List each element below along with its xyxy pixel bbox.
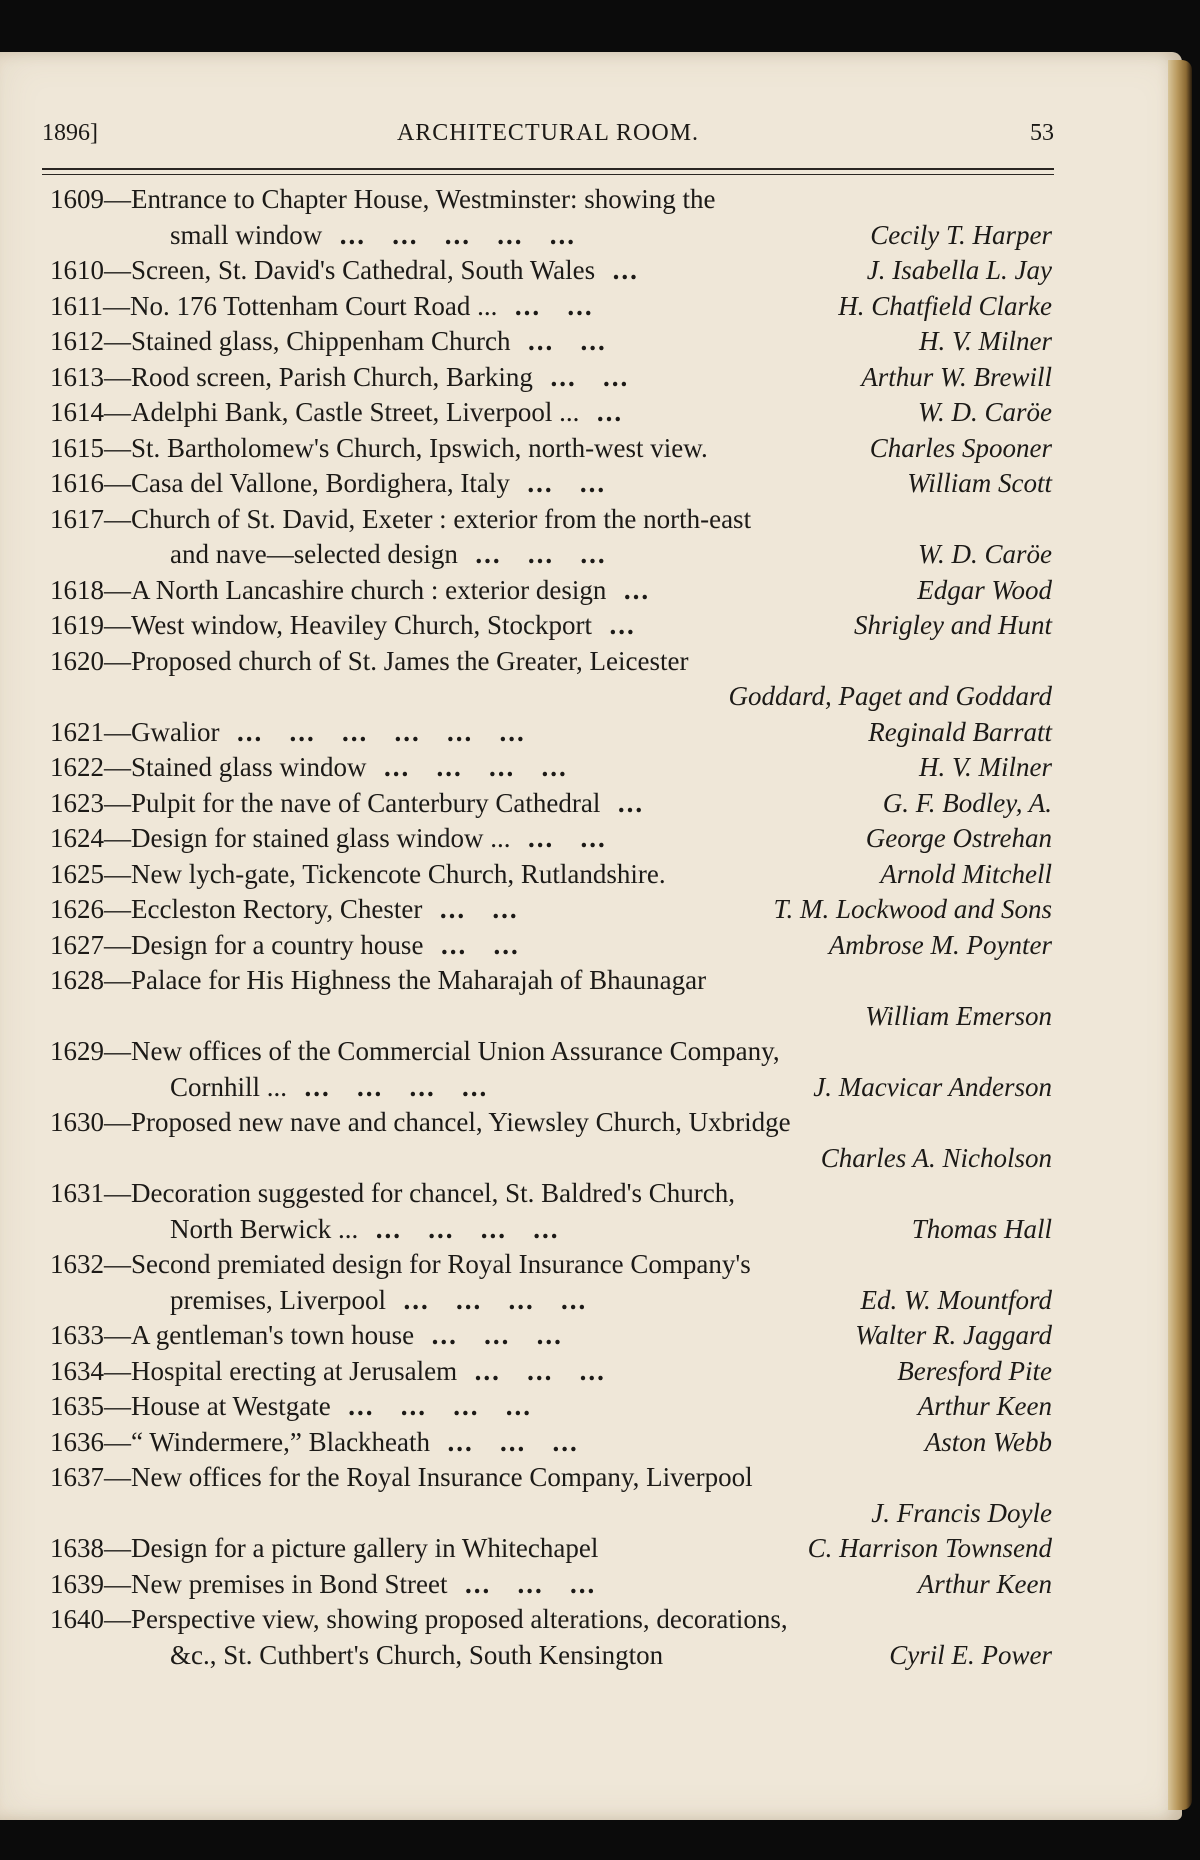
leader-dots: ... [592,610,636,640]
entry-artist: T. M. Lockwood and Sons [773,894,1052,924]
entry-number: 1627— [50,929,131,960]
catalogue-entry [50,502,1052,573]
entry-continuation-line [50,218,1052,254]
entry-line [50,466,1052,502]
entry-artist: W. D. Caröe [917,397,1052,427]
entry-number: 1624— [50,823,131,853]
entry-number: 1612— [50,326,131,356]
entry-number: 1629— [50,1036,131,1066]
entry-description: New premises in Bond Street [131,1568,448,1599]
entry-number: 1639— [50,1568,131,1599]
catalogue-entry [50,715,1052,751]
entry-continuation-line [50,679,1052,715]
catalogue-entry [50,963,1052,1034]
entry-number: 1631— [50,1178,131,1208]
entry-number: 1614— [50,397,131,427]
entry-artist: Edgar Wood [917,574,1052,605]
entry-continuation-line [50,999,1052,1035]
entry-artist: Cecily T. Harper [870,219,1052,250]
entry-description: Stained glass, Chippenham Church [131,326,511,356]
entry-line [50,821,1052,857]
entry-continuation-line [50,1638,1052,1674]
entry-description: Proposed new nave and chancel, Yiewsley Church, Uxbridge [131,1107,791,1137]
entry-line [50,573,1052,609]
catalogue-entry [50,644,1052,715]
entry-description: West window, Heaviley Church, Stockport [131,610,592,640]
entry-line [50,1425,1052,1461]
entry-description: Adelphi Bank, Castle Street, Liverpool ... [131,397,580,427]
entry-description: and nave—selected design [170,539,458,569]
entry-continuation-line [50,1212,1052,1248]
entry-description: Decoration suggested for chancel, St. Baldred's Church, [131,1178,735,1208]
entry-artist: George Ostrehan [865,823,1052,853]
leader-dots: ... [579,397,624,427]
entry-description: Design for stained glass window ... [131,823,511,853]
leader-dots: ... ... [510,326,607,356]
entry-artist: C. Harrison Townsend [807,1533,1052,1563]
entry-line [50,253,1052,289]
entry-line [50,1602,1052,1638]
entry-description: No. 176 Tottenham Court Road ... [130,290,498,321]
entry-artist: Aston Webb [924,1426,1052,1457]
catalogue-entry [50,1105,1052,1176]
entry-line [50,1567,1052,1603]
catalogue-entry [50,1460,1052,1531]
entry-continuation-line [50,537,1052,573]
entry-line [50,1105,1052,1141]
entry-description: small window [170,219,323,250]
entry-description: Entrance to Chapter House, Westminster: showing the [131,184,716,214]
entry-number: 1617— [50,503,131,534]
entry-number: 1628— [50,965,131,995]
entry-number: 1613— [50,361,131,392]
catalogue-entry [50,324,1052,360]
leader-dots: ... [600,787,645,818]
entry-description: St. Bartholomew's Church, Ipswich, north-west view. [131,432,708,463]
entry-description: Gwalior [131,716,220,747]
catalogue-entry [50,786,1052,822]
entry-number: 1632— [50,1249,131,1279]
header-year: 1896] [42,120,98,146]
entry-line [50,1354,1052,1390]
entry-number: 1630— [50,1107,131,1137]
leader-dots: ... ... ... [457,1355,606,1386]
entry-description: Hospital erecting at Jerusalem [131,1355,458,1386]
entry-artist: Charles A. Nicholson [820,1142,1052,1173]
catalogue-entry [50,1531,1052,1567]
entry-description: New offices of the Commercial Union Assurance Company, [131,1036,780,1066]
catalogue-entry [50,1425,1052,1461]
entry-line [50,786,1052,822]
leader-dots: ... [606,574,651,605]
entry-description: premises, Liverpool [170,1284,386,1315]
entry-line [50,750,1052,786]
header-title: ARCHITECTURAL ROOM. [396,120,700,146]
entry-number: 1623— [50,787,131,818]
catalogue-entry [50,928,1052,964]
entry-artist: H. Chatfield Clarke [838,290,1052,321]
entry-artist: Charles Spooner [869,432,1052,463]
entry-artist: W. D. Caröe [917,539,1052,569]
entry-number: 1615— [50,432,131,463]
entry-line [50,360,1052,396]
catalogue-entry [50,821,1052,857]
entry-artist: Arthur W. Brewill [861,361,1052,392]
entry-description: Perspective view, showing proposed alterations, decorations, [131,1604,788,1634]
header-rule-thin [42,174,1054,175]
entry-description: Cornhill ... [170,1071,288,1102]
entry-line [50,289,1052,325]
entry-number: 1618— [50,574,131,605]
entry-number: 1609— [50,184,131,214]
entry-artist: G. F. Bodley, A. [882,787,1052,818]
entry-line [50,608,1052,644]
leader-dots: ... ... ... ... [385,1284,588,1315]
entry-description: Design for a country house [131,929,424,960]
entry-line [50,963,1052,999]
leader-dots: ... ... [532,361,630,392]
catalogue-entry [50,1602,1052,1673]
entry-description: Eccleston Rectory, Chester [131,894,423,924]
leader-dots: ... ... [509,468,607,498]
catalogue-entry [50,1176,1052,1247]
entry-artist: H. V. Milner [919,752,1052,782]
page-number: 53 [1030,120,1054,146]
entry-number: 1621— [50,716,131,747]
catalogue-entry [50,395,1052,431]
entry-artist: Arthur Keen [917,1391,1052,1421]
entry-description: A North Lancashire church : exterior design [131,574,607,605]
entry-artist: J. Isabella L. Jay [866,255,1052,285]
entry-artist: Reginald Barratt [868,716,1052,747]
leader-dots: ... ... ... ... [358,1213,560,1244]
entry-line [50,892,1052,928]
running-header [42,120,1054,156]
catalogue-entry [50,573,1052,609]
entry-description: New lych-gate, Tickencote Church, Rutlandshire. [131,858,666,889]
catalogue-entry [50,431,1052,467]
entry-line [50,431,1052,467]
entry-artist: Goddard, Paget and Goddard [728,681,1052,711]
leader-dots: ... ... ... [430,1426,579,1457]
entry-number: 1635— [50,1391,131,1421]
entry-number: 1620— [50,645,131,676]
entry-description: Second premiated design for Royal Insurance Company's [131,1249,751,1279]
leader-dots: ... ... [497,290,594,321]
catalogue-entry [50,1034,1052,1105]
entry-description: North Berwick ... [170,1213,359,1244]
leader-dots: ... ... ... [447,1568,597,1599]
entry-description: House at Westgate [131,1391,331,1421]
catalogue-entry [50,608,1052,644]
entry-artist: Arnold Mitchell [880,858,1052,889]
entry-line [50,324,1052,360]
catalogue-entry [50,1247,1052,1318]
entry-line [50,1247,1052,1283]
catalogue-entry [50,466,1052,502]
entry-artist: Walter R. Jaggard [855,1320,1052,1350]
entry-description: Palace for His Highness the Maharajah of Bhaunagar [131,965,707,995]
entry-line [50,1318,1052,1354]
entry-number: 1633— [50,1320,131,1350]
leader-dots: ... ... ... ... [330,1391,533,1421]
entry-number: 1634— [50,1355,131,1386]
leader-dots: ... ... ... [457,539,607,569]
entry-number: 1626— [50,894,131,924]
catalogue-entry [50,1389,1052,1425]
entry-line [50,644,1052,680]
catalogue-entry [50,253,1052,289]
catalogue-entry [50,360,1052,396]
entry-number: 1640— [50,1604,131,1634]
leader-dots: ... ... ... [414,1320,563,1350]
catalogue-entry [50,289,1052,325]
entry-description: A gentleman's town house [131,1320,415,1350]
leader-dots: ... [595,255,639,285]
entry-number: 1619— [50,610,131,640]
entry-artist: Ambrose M. Poynter [828,929,1052,960]
entry-number: 1638— [50,1533,131,1563]
entry-artist: Shrigley and Hunt [854,610,1052,640]
entry-artist: Arthur Keen [917,1568,1052,1599]
header-rule [42,168,1054,170]
entry-description: Screen, St. David's Cathedral, South Wales [131,255,596,285]
catalogue-entry [50,750,1052,786]
entry-line [50,395,1052,431]
entry-line [50,182,1052,218]
entry-continuation-line [50,1070,1052,1106]
page-edge [1168,60,1192,1810]
entry-number: 1637— [50,1462,131,1492]
entry-number: 1622— [50,752,131,782]
leader-dots: ... ... [510,823,607,853]
catalogue-entry [50,892,1052,928]
leader-dots: ... ... ... ... ... ... [219,716,526,747]
entry-description: Design for a picture gallery in Whitechapel [131,1533,599,1563]
entry-line [50,1460,1052,1496]
catalogue-entry [50,1354,1052,1390]
entry-line [50,715,1052,751]
entry-artist: H. V. Milner [919,326,1052,356]
entry-artist: Cyril E. Power [889,1639,1052,1670]
entry-line [50,1034,1052,1070]
leader-dots: ... ... [423,929,520,960]
entry-number: 1636— [50,1426,131,1457]
entry-line [50,857,1052,893]
entry-artist: J. Francis Doyle [871,1497,1052,1528]
entry-artist: William Scott [907,468,1052,498]
entry-description: Pulpit for the nave of Canterbury Cathedral [131,787,601,818]
entry-description: &c., St. Cuthbert's Church, South Kensington [170,1639,664,1670]
entry-artist: Beresford Pite [897,1355,1052,1386]
leader-dots: ... ... ... ... [366,752,568,782]
entry-continuation-line [50,1141,1052,1177]
entry-number: 1610— [50,255,131,285]
catalogue-entry [50,857,1052,893]
entry-artist: William Emerson [865,1000,1052,1031]
entry-number: 1611— [50,290,130,321]
catalogue-entries [50,182,1052,1673]
leader-dots: ... ... [422,894,519,924]
entry-description: Stained glass window [131,752,367,782]
entry-artist: Ed. W. Mountford [860,1284,1052,1315]
entry-description: “ Windermere,” Blackheath [131,1426,431,1457]
entry-description: Church of St. David, Exeter : exterior from the north-east [131,503,752,534]
entry-line [50,928,1052,964]
catalogue-entry [50,182,1052,253]
entry-artist: J. Macvicar Anderson [813,1071,1052,1102]
entry-line [50,1531,1052,1567]
entry-continuation-line [50,1283,1052,1319]
entry-line [50,502,1052,538]
entry-description: Proposed church of St. James the Greater, Leicester [131,645,689,676]
entry-description: Casa del Vallone, Bordighera, Italy [131,468,510,498]
entry-line [50,1389,1052,1425]
entry-continuation-line [50,1496,1052,1532]
catalogue-entry [50,1318,1052,1354]
entry-line [50,1176,1052,1212]
entry-number: 1616— [50,468,131,498]
entry-description: Rood screen, Parish Church, Barking [131,361,533,392]
leader-dots: ... ... ... ... [287,1071,489,1102]
entry-artist: Thomas Hall [911,1213,1052,1244]
entry-number: 1625— [50,858,131,889]
entry-description: New offices for the Royal Insurance Company, Liverpool [131,1462,753,1492]
leader-dots: ... ... ... ... ... [322,219,576,250]
catalogue-entry [50,1567,1052,1603]
